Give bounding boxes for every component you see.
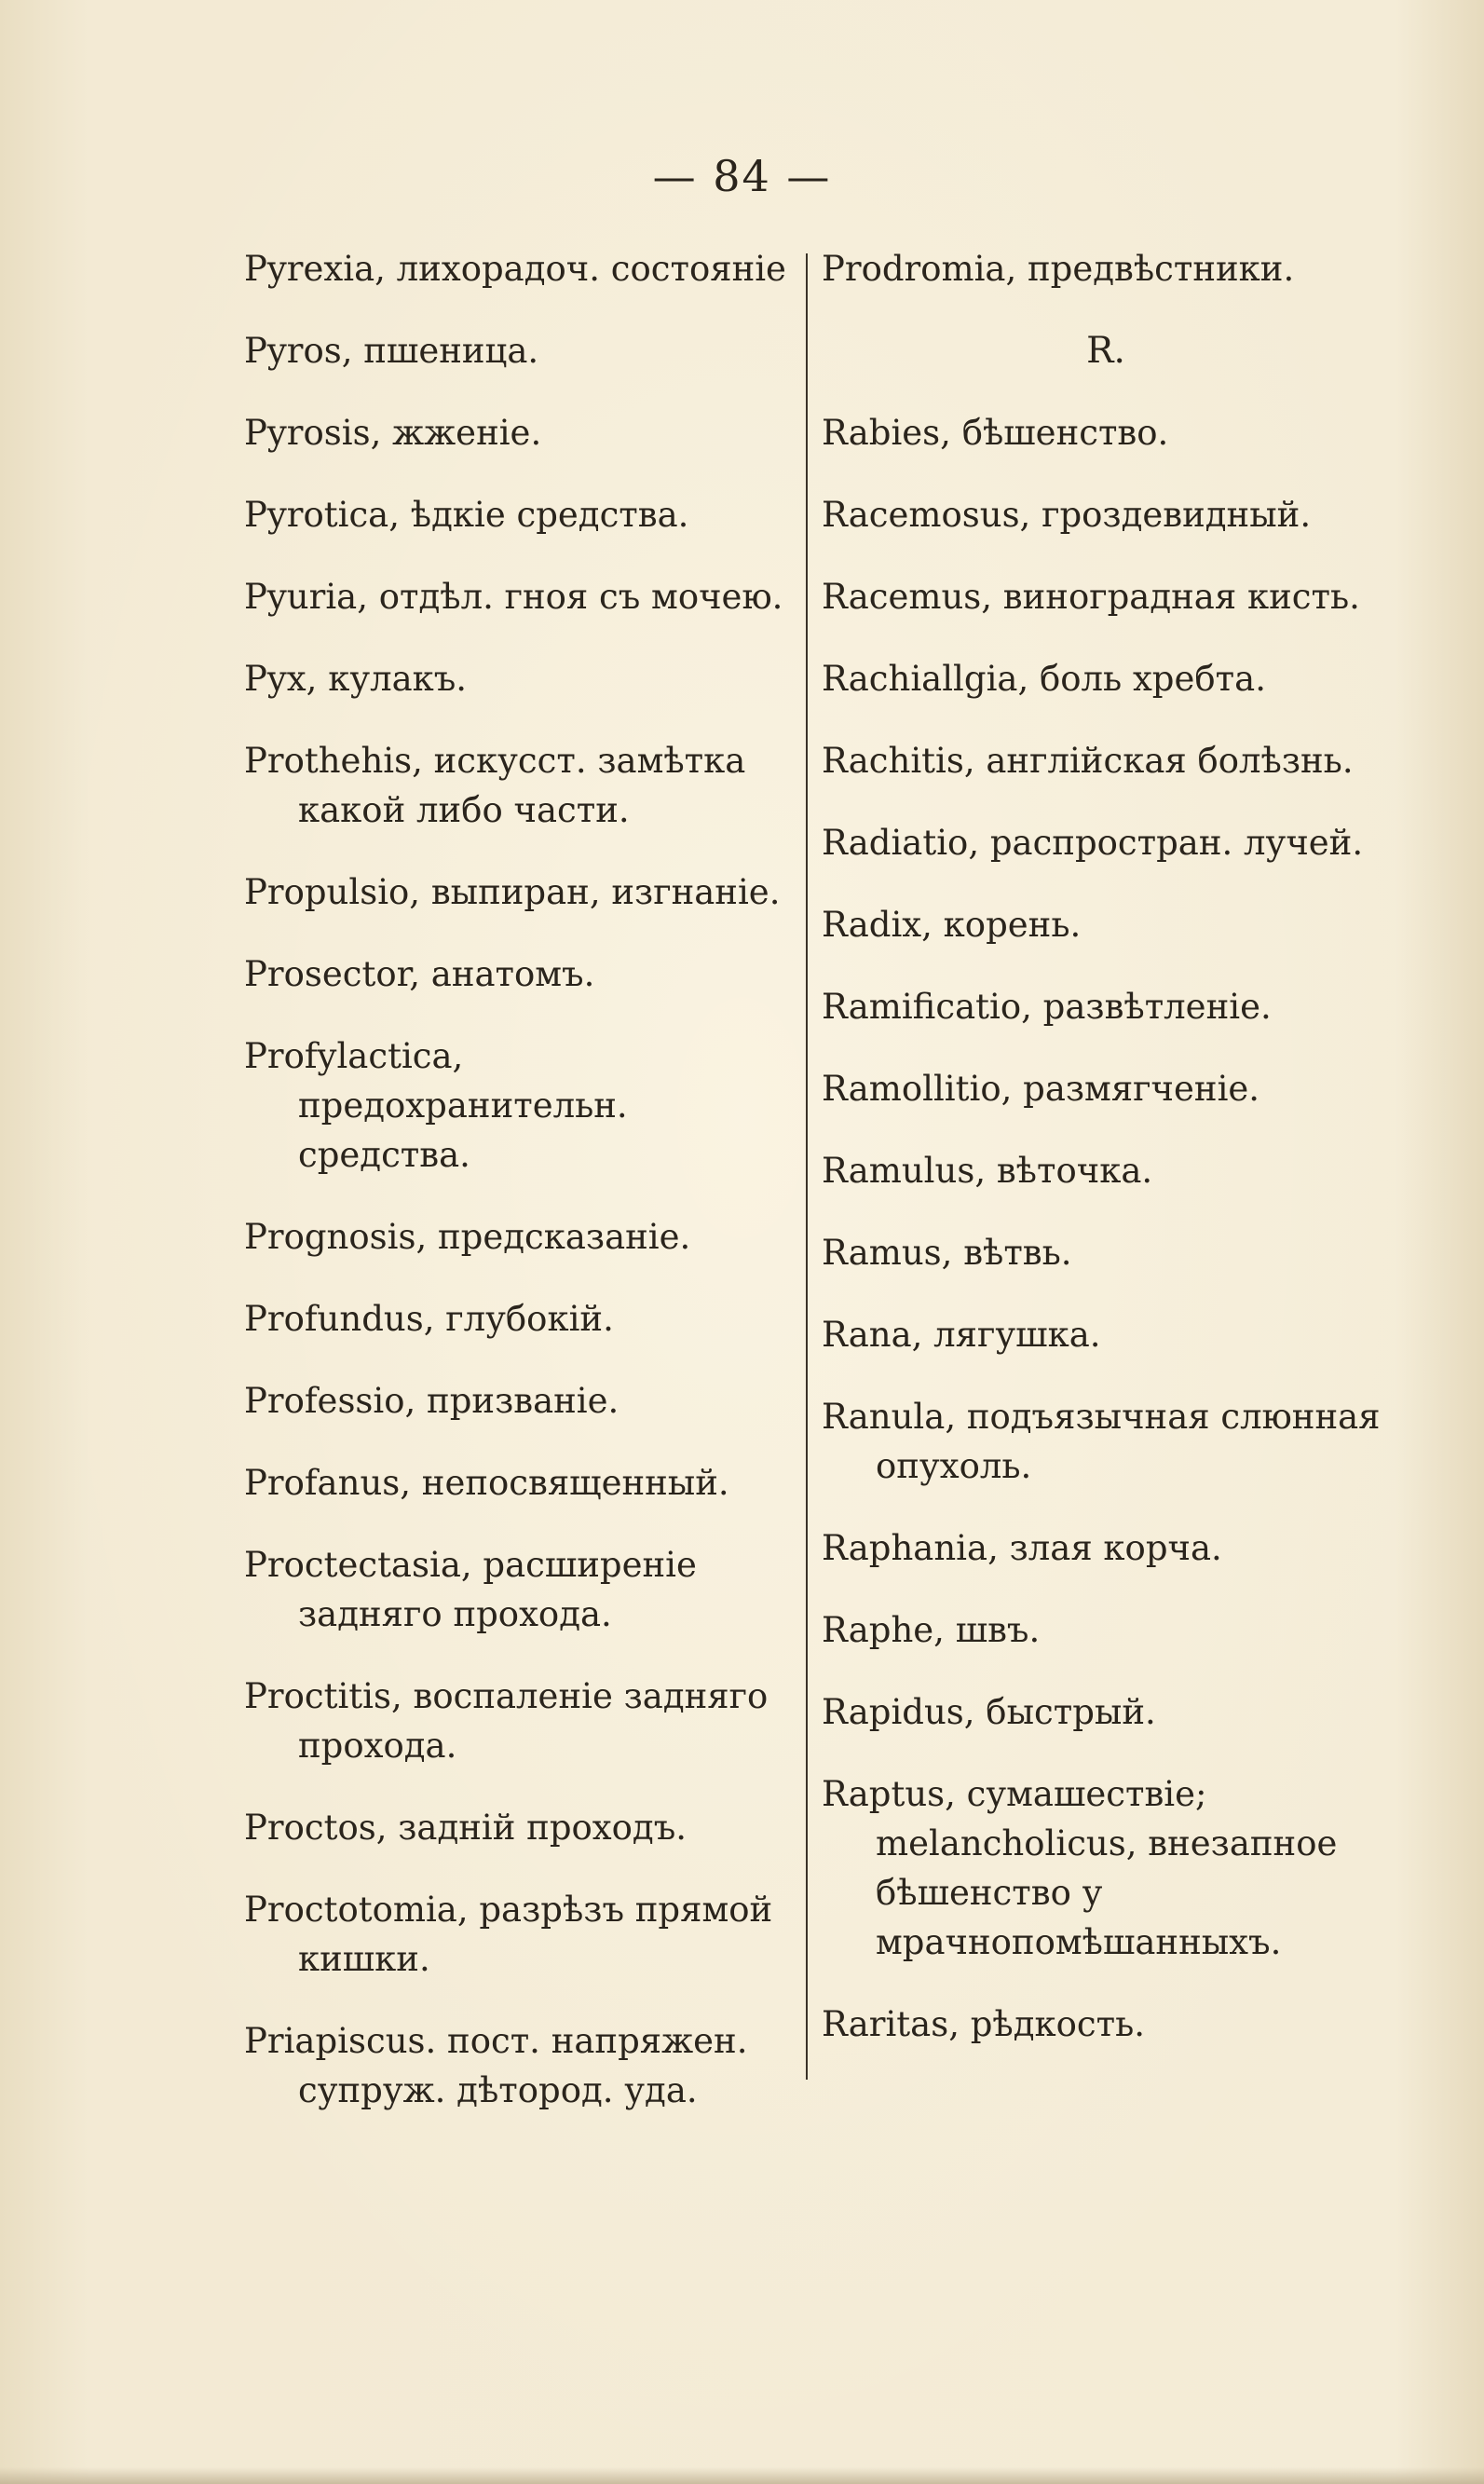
- dictionary-entry: Priapiscus. пост. напряжен. супруж. дѣтород. уда.: [244, 2021, 748, 2110]
- dictionary-entry: Prodromia, предвѣстники.: [822, 249, 1295, 289]
- dictionary-entry: Rabies, бѣшенство.: [822, 413, 1169, 453]
- dictionary-entry: Racemosus, гроздевидный.: [822, 495, 1312, 535]
- dictionary-entry: Prosector, анатомъ.: [244, 954, 595, 994]
- dictionary-entry: Pyuria, отдѣл. гноя съ мочею.: [244, 577, 783, 617]
- dictionary-entry: Ramus, вѣтвь.: [822, 1233, 1072, 1273]
- dictionary-entry: Proctitis, воспаленiе задняго прохода.: [244, 1676, 769, 1766]
- dictionary-entry: Pyrosis, жженiе.: [244, 413, 542, 453]
- dictionary-entry: Propulsio, выпиран, изгнанiе.: [244, 872, 781, 912]
- dictionary-entry: Proctos, заднiй проходъ.: [244, 1808, 688, 1848]
- dictionary-entry: Radix, корень.: [822, 905, 1082, 945]
- dictionary-entry: Proctotomia, разрѣзъ прямой кишки.: [244, 1890, 773, 1979]
- column-divider: [806, 253, 808, 2080]
- left-column: [244, 244, 792, 2148]
- dictionary-entry: Raptus, сумашествiе; melancholicus, внезапное бѣшенство у мрачнопомѣшанныхъ.: [822, 1774, 1338, 1962]
- dictionary-entry: Radiatio, распростран. лучей.: [822, 823, 1364, 863]
- dictionary-entry: Pyros, пшеница.: [244, 331, 539, 371]
- dictionary-entry: Pyx, кулакъ.: [244, 659, 468, 699]
- dictionary-entry: Rana, лягушка.: [822, 1315, 1101, 1355]
- dictionary-entry: Prothehis, искусст. замѣтка какой либо части.: [244, 741, 746, 830]
- dictionary-entry: Raphania, злая корча.: [822, 1528, 1222, 1568]
- dictionary-entry: Ramificatio, развѣтленiе.: [822, 987, 1272, 1027]
- page-bottom-edge: [0, 2467, 1484, 2484]
- dictionary-entry: Ramulus, вѣточка.: [822, 1151, 1153, 1191]
- dictionary-entry: Rapidus, быстрый.: [822, 1692, 1156, 1732]
- right-column: [822, 244, 1390, 2081]
- dictionary-entry: Profylactica, предохранительн. средства.: [244, 1036, 628, 1175]
- dictionary-entry: Profanus, непосвященный.: [244, 1463, 729, 1503]
- dictionary-entry: Ranula, подъязычная слюнная опухоль.: [822, 1397, 1381, 1486]
- dictionary-entry: Ramollitio, размягченiе.: [822, 1069, 1260, 1109]
- dictionary-entry: Profundus, глубокiй.: [244, 1299, 614, 1339]
- dictionary-entry: Raritas, рѣдкость.: [822, 2004, 1146, 2044]
- section-letter-heading: R.: [1086, 330, 1125, 372]
- dictionary-entry: Prognosis, предсказанiе.: [244, 1217, 691, 1257]
- dictionary-entry: Proctectasia, расширенiе задняго прохода.: [244, 1545, 697, 1634]
- dictionary-entry: Rachiallgia, боль хребта.: [822, 659, 1266, 699]
- dictionary-entry: Professio, призванiе.: [244, 1381, 619, 1421]
- dictionary-entry: Racemus, виноградная кисть.: [822, 577, 1360, 617]
- dictionary-entry: Rachitis, англiйская болѣзнь.: [822, 741, 1354, 781]
- page-number: — 84 —: [652, 151, 832, 201]
- dictionary-entry: Raphe, швъ.: [822, 1610, 1041, 1650]
- dictionary-entry: Pyrotica, ѣдкiе средства.: [244, 495, 689, 535]
- dictionary-entry: Pyrexia, лихорадоч. состоянiе: [244, 249, 786, 289]
